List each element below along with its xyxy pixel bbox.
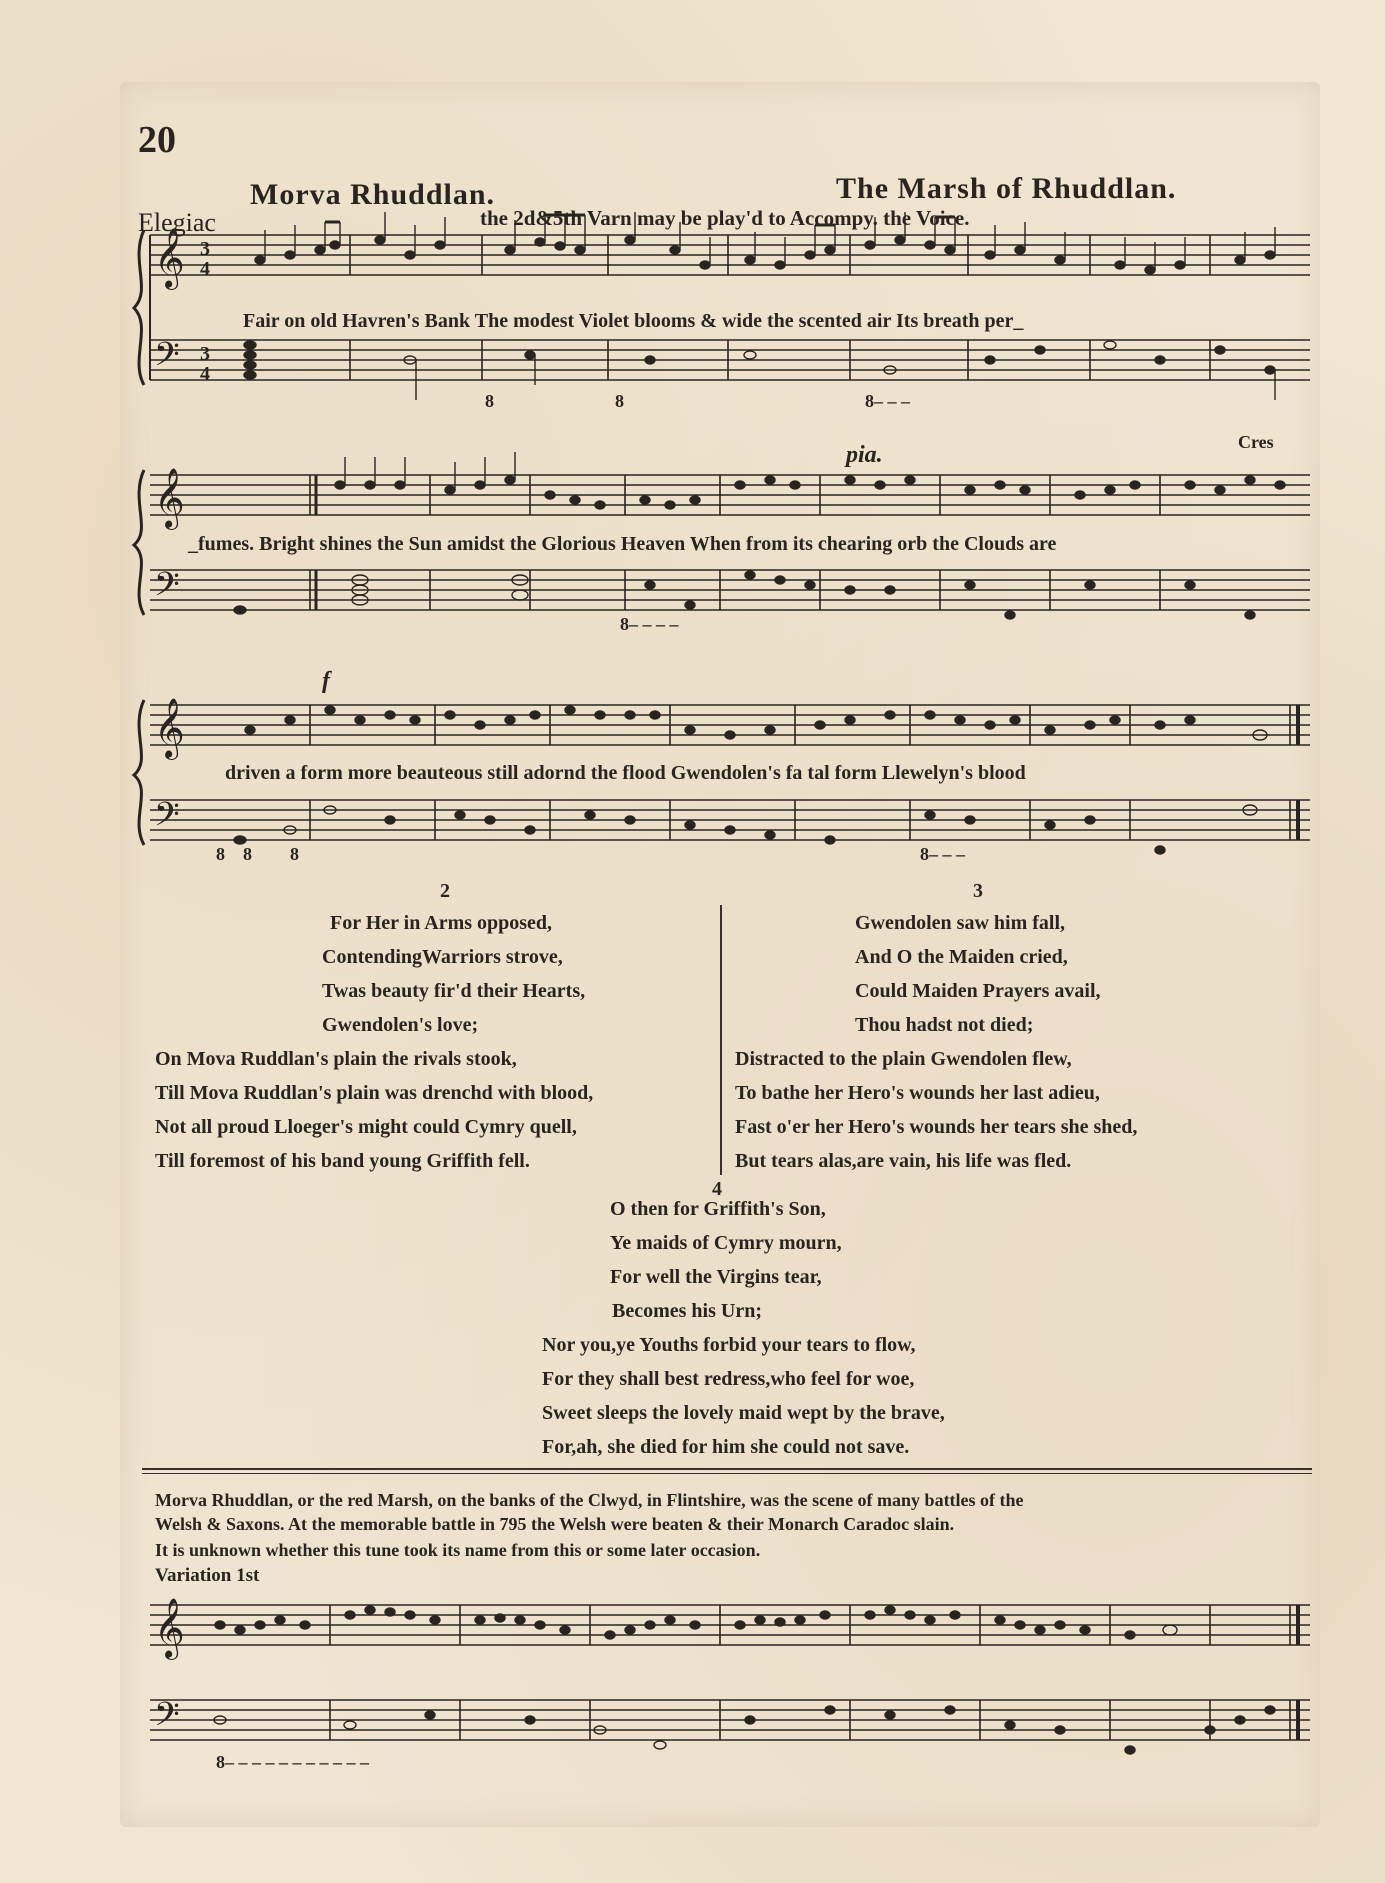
verse-2-line: For Her in Arms opposed, [330, 912, 553, 934]
treble-clef-icon: 𝄞 [154, 470, 185, 527]
bass-clef-icon: 𝄢 [154, 566, 180, 611]
title-english: The Marsh of Rhuddlan. [836, 172, 1177, 205]
verse-divider [720, 905, 722, 1175]
svg-text:8– – – – – – – – – – –: 8– – – – – – – – – – – [216, 1752, 369, 1772]
svg-text:8– – –: 8– – – [865, 391, 910, 411]
lyrics-system-3: driven a form more beauteous still adornd the flood Gwendolen's fa tal form Llewelyn's blood [225, 762, 1026, 784]
time-signature: 3 [200, 238, 210, 260]
bass-clef-icon: 𝄢 [154, 336, 180, 381]
verse-2-line: Twas beauty fir'd their Hearts, [322, 980, 586, 1002]
svg-text:8– – – –: 8– – – – [620, 614, 679, 634]
footnote-line: Morva Rhuddlan, or the red Marsh, on the banks of the Clwyd, in Flintshire, was the scene of many battles of the [155, 1490, 1024, 1510]
notes-system-1 [244, 212, 1275, 400]
treble-clef-icon: 𝄞 [154, 230, 185, 287]
bass-clef-icon: 𝄢 [154, 1696, 180, 1741]
footnote-line: It is unknown whether this tune took its name from this or some later occasion. [155, 1540, 761, 1560]
dynamic-cres: Cres [1238, 432, 1274, 452]
verse-number-4: 4 [712, 1178, 722, 1200]
lyrics-system-1: Fair on old Havren's Bank The modest Violet blooms & wide the scented air Its breath per_ [243, 310, 1024, 332]
verse-4-line: Becomes his Urn; [612, 1300, 762, 1322]
verse-3-line: Fast o'er her Hero's wounds her tears she shed, [735, 1116, 1138, 1138]
svg-text:4: 4 [200, 363, 210, 385]
section-rule [142, 1473, 1312, 1474]
svg-text:8: 8 [290, 844, 299, 864]
verse-2-line: Gwendolen's love; [322, 1014, 479, 1036]
page-number: 20 [138, 119, 176, 161]
verse-2-line: Not all proud Lloeger's might could Cymry quell, [155, 1116, 577, 1138]
dynamic-pia: pia. [846, 442, 883, 468]
verse-2-line: Till Mova Ruddlan's plain was drenchd with blood, [155, 1082, 594, 1104]
verse-3-line: But tears alas,are vain, his life was fled. [735, 1150, 1072, 1172]
verse-2-line: ContendingWarriors strove, [322, 946, 563, 968]
music-system-variation [130, 1590, 1320, 1790]
performance-note: the 2d&5th Varn may be play'd to Accompy. the Voice. [480, 206, 970, 230]
music-system-3 [130, 690, 1320, 890]
verse-2-line: On Mova Ruddlan's plain the rivals stook, [155, 1048, 517, 1070]
verse-number-2: 2 [440, 880, 450, 902]
verse-3-line: Distracted to the plain Gwendolen flew, [735, 1048, 1072, 1070]
music-system-2 [130, 460, 1320, 660]
verse-4-line: Sweet sleeps the lovely maid wept by the brave, [542, 1402, 945, 1424]
system-brace [134, 230, 144, 385]
verse-4-line: For,ah, she died for him she could not save. [542, 1436, 910, 1458]
verse-3-line: And O the Maiden cried, [855, 946, 1068, 968]
dynamic-forte: f [322, 668, 330, 694]
staff-bass [150, 340, 1310, 380]
verse-3-line: To bathe her Hero's wounds her last adieu, [735, 1082, 1100, 1104]
svg-text:8: 8 [243, 844, 252, 864]
treble-clef-icon: 𝄞 [154, 1600, 185, 1657]
verse-4-line: O then for Griffith's Son, [610, 1198, 826, 1220]
verse-4-line: For well the Virgins tear, [610, 1266, 822, 1288]
footnote-line: Welsh & Saxons. At the memorable battle in 795 the Welsh were beaten & their Monarch Caradoc slain. [155, 1514, 955, 1534]
svg-text:4: 4 [200, 258, 210, 280]
staff-treble [150, 235, 1310, 275]
lyrics-system-2: _fumes. Bright shines the Sun amidst the Glorious Heaven When from its chearing orb the Clouds are [188, 533, 1057, 555]
verse-2-line: Till foremost of his band young Griffith fell. [155, 1150, 530, 1172]
svg-text:8– – –: 8– – – [920, 844, 965, 864]
title-welsh: Morva Rhuddlan. [250, 178, 496, 211]
section-rule [142, 1468, 1312, 1470]
verse-4-line: Ye maids of Cymry mourn, [610, 1232, 842, 1254]
svg-text:3: 3 [200, 343, 210, 365]
svg-text:8: 8 [485, 391, 494, 411]
svg-text:8: 8 [216, 844, 225, 864]
treble-clef-icon: 𝄞 [154, 700, 185, 757]
tempo-marking: Elegiac [138, 208, 216, 237]
variation-label: Variation 1st [155, 1565, 260, 1586]
verse-3-line: Thou hadst not died; [855, 1014, 1034, 1036]
verse-4-line: Nor you,ye Youths forbid your tears to flow, [542, 1334, 916, 1356]
verse-number-3: 3 [973, 880, 983, 902]
verse-3-line: Could Maiden Prayers avail, [855, 980, 1101, 1002]
notes-variation [214, 1606, 1275, 1754]
verse-4-line: For they shall best redress,who feel for woe, [542, 1368, 915, 1390]
svg-text:8: 8 [615, 391, 624, 411]
bass-clef-icon: 𝄢 [154, 796, 180, 841]
verse-3-line: Gwendolen saw him fall, [855, 912, 1066, 934]
